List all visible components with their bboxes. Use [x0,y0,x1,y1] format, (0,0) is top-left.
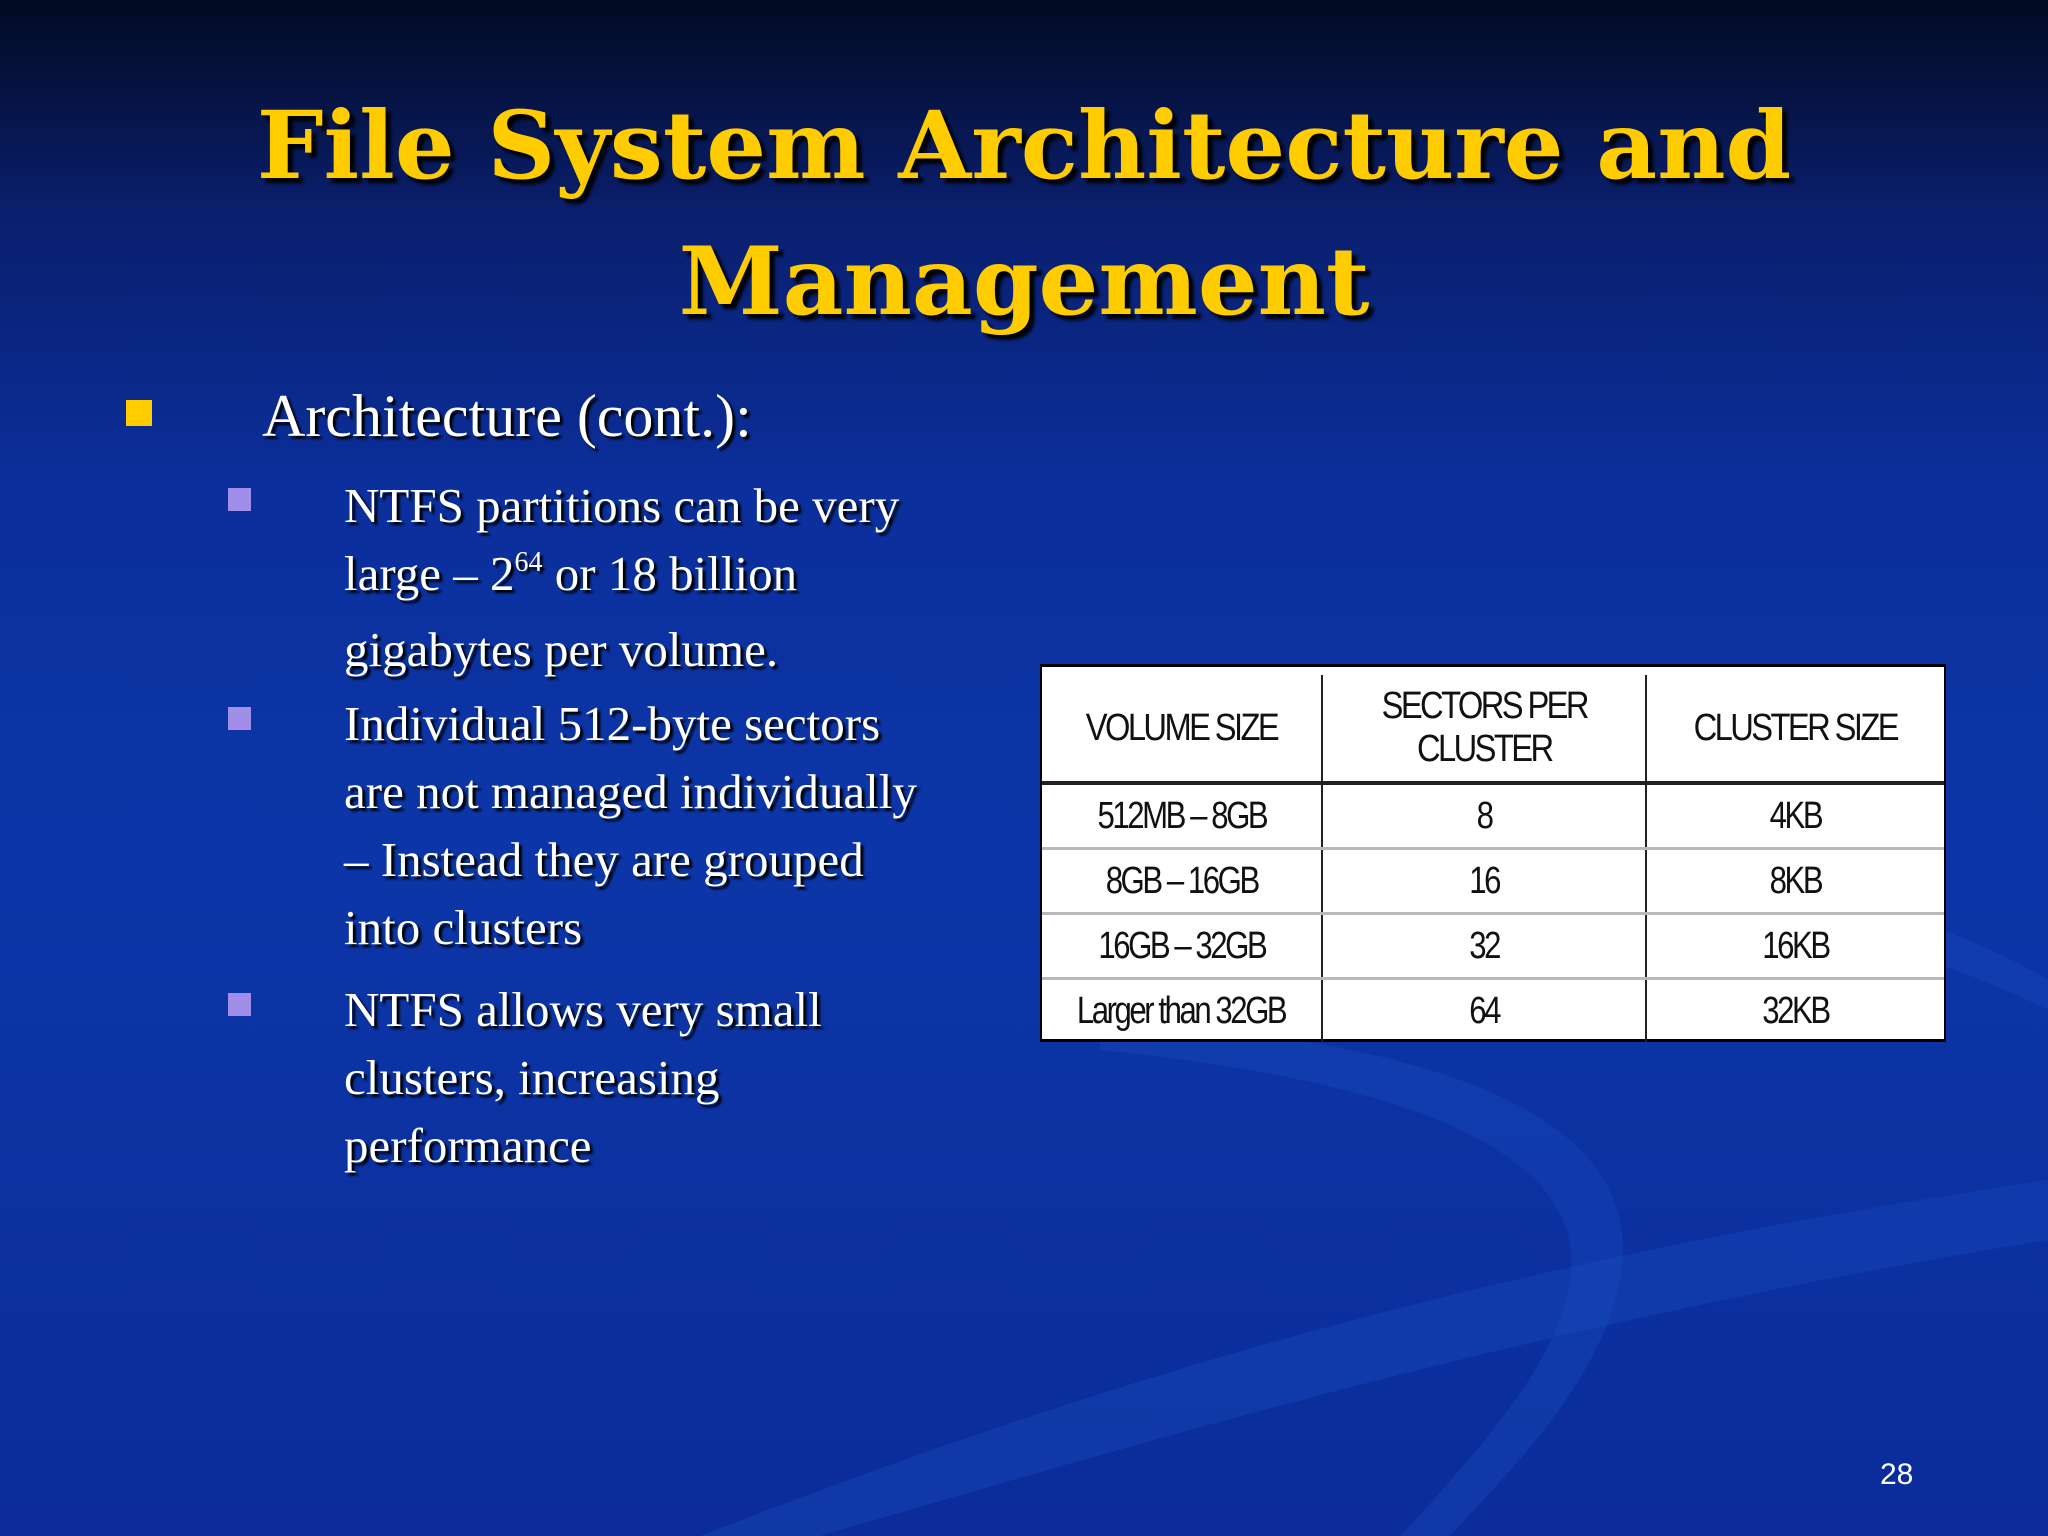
header-volume-size: VOLUME SIZE [1062,675,1303,783]
sub-bullet-2-line-1: Individual 512-byte sectors [344,696,881,751]
title-line-2: Management [678,227,1370,337]
table-cell: 16GB – 32GB [1042,914,1322,979]
table-cell: 16KB [1646,914,1944,979]
sub-bullet-marker-3 [228,993,251,1016]
sub-bullet-3-line-2: clusters, increasing [344,1050,720,1105]
sub-bullet-1-line-3: gigabytes per volume. [344,622,779,677]
sub-bullet-marker-2 [228,707,251,730]
title-line-1: File System Architecture and [256,91,1792,201]
cluster-table [1042,675,1944,1042]
header-sectors-per-cluster: SECTORS PER CLUSTER [1344,675,1623,783]
table-row [1042,849,1944,914]
table-cell: 8GB – 16GB [1042,849,1322,914]
sub-bullet-1-line-2: large – $2^{64}$ or 18 billion [344,546,798,601]
sub-bullet-3-line-3: performance [344,1118,592,1173]
table-cell: 32 [1322,914,1647,979]
sub-bullet-2-line-3: – Instead they are grouped [344,832,864,887]
table-cell: 8KB [1646,849,1944,914]
table-cell: 512MB – 8GB [1042,783,1322,849]
table-cell: 16 [1322,849,1647,914]
sub-bullet-2-line-2: are not managed individually [344,764,917,819]
table-header-row [1042,675,1944,783]
table-cell: 64 [1322,979,1647,1043]
sub-bullet-text-3 [344,976,1004,1180]
header-cluster-size: CLUSTER SIZE [1667,675,1923,783]
slide-title [0,78,2048,350]
sub-bullet-1-line-1: NTFS partitions can be very [344,478,900,533]
sub-bullet-2-line-4: into clusters [344,900,583,955]
table-row [1042,783,1944,849]
sub-bullet-text-2 [344,690,1004,962]
table-row [1042,914,1944,979]
table-cell: 4KB [1646,783,1944,849]
table-cell: 8 [1322,783,1647,849]
main-bullet-text: Architecture (cont.): [262,383,752,449]
sub-bullet-marker-1 [228,488,251,511]
sub-bullet-text-1 [344,472,1004,684]
main-bullet-marker [126,400,152,426]
superscript-64: 64 [514,547,543,578]
table-cell: 32KB [1646,979,1944,1043]
page-number: 28 [1880,1458,1914,1491]
table-row [1042,979,1944,1043]
table-cell: Larger than 32GB [1077,989,1286,1032]
cluster-size-table [1040,664,1946,1042]
sub-bullet-3-line-1: NTFS allows very small [344,982,822,1037]
